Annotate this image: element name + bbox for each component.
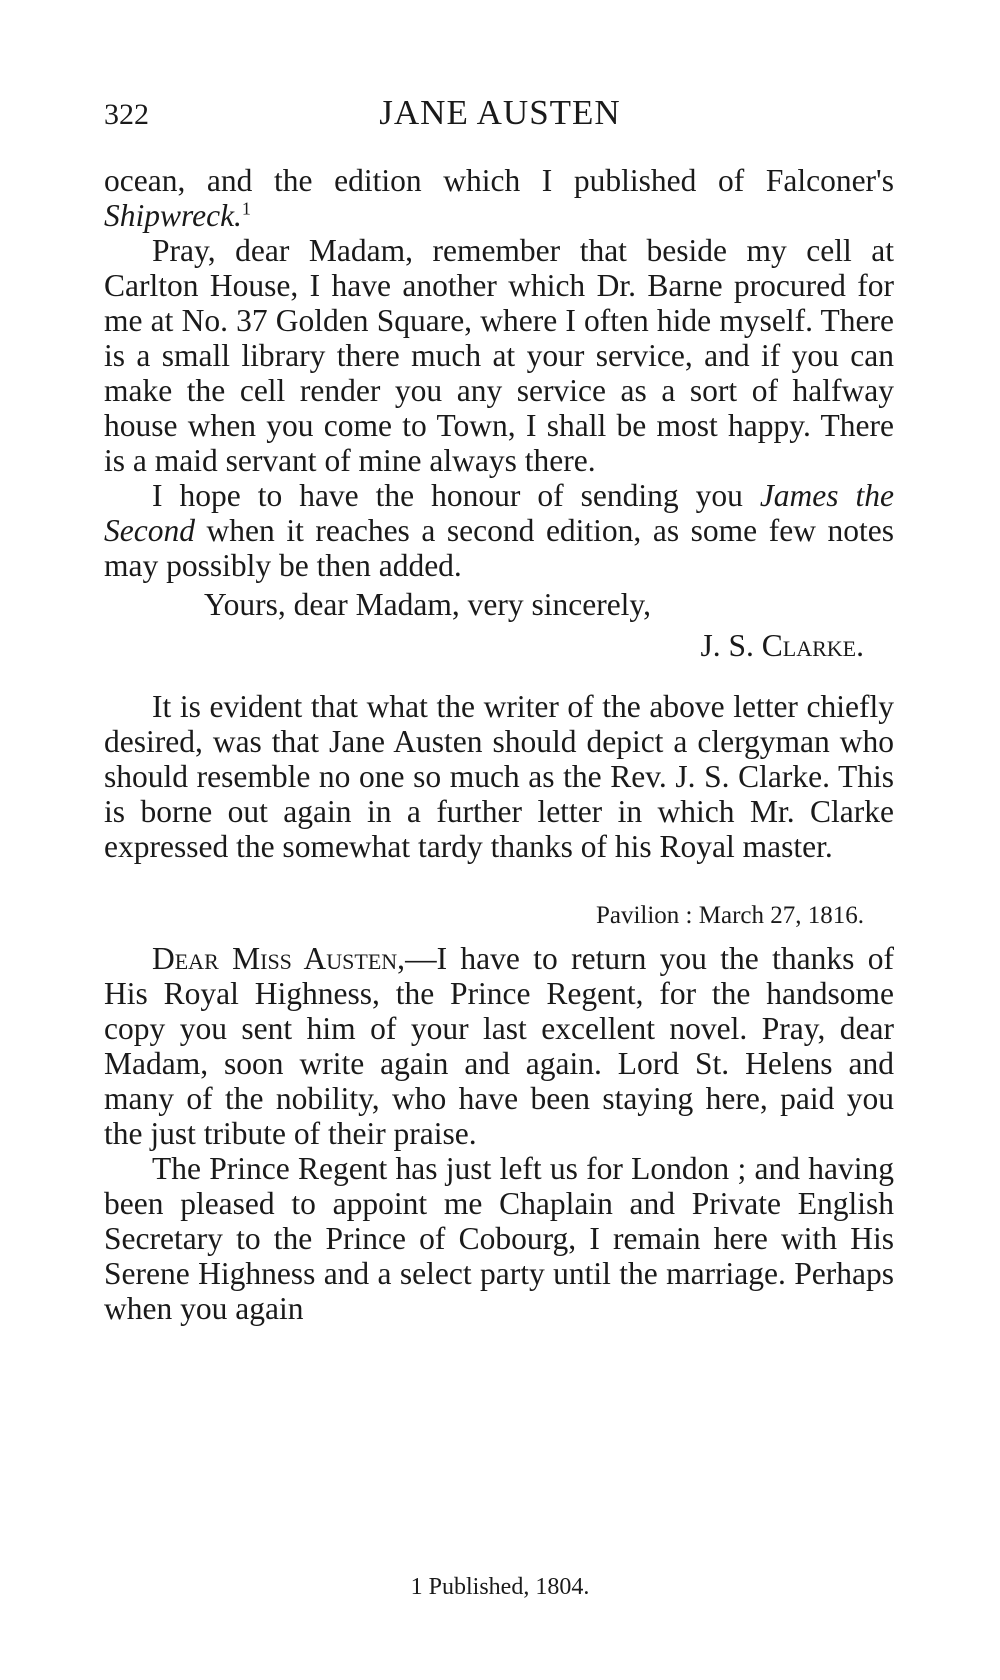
paragraph-5-text: —I have to return you the thanks of His Royal Highness, the Prince Regent, for the handsome copy you sent him of your last excellent novel. Pray, dear Madam, soon write again and again. Lord St. Helens and many of the nobility, who have been staying here, paid you the just tribute of their praise. bbox=[104, 941, 894, 1151]
letter-salutation: Dear Miss Austen, bbox=[152, 941, 406, 976]
paragraph-6: The Prince Regent has just left us for London ; and having been pleased to appoint me Chaplain and Private English Secretary to the Prince of Cobourg, I remain here with His Serene Highness and a select party until the marriage. Perhaps when you again bbox=[104, 1151, 894, 1326]
paragraph-3-text-a: I hope to have the honour of sending you bbox=[152, 478, 760, 513]
running-title: JANE AUSTEN bbox=[379, 93, 621, 132]
paragraph-3-text-b: when it reaches a second edition, as some few notes may possibly be then added. bbox=[104, 513, 894, 583]
footnote: 1 Published, 1804. bbox=[410, 1574, 590, 1600]
footnote-marker: 1 bbox=[241, 198, 251, 219]
shipwreck-title: Shipwreck. bbox=[104, 198, 242, 233]
paragraph-2: Pray, dear Madam, remember that beside my cell at Carlton House, I have another which Dr. Barne procured for me at No. 37 Golden Square, where I often hide myself. There is a small library there much at your service, and if you can make the cell render you any service as a sort of halfway house when you come to Town, I shall be most happy. There is a maid servant of mine always there. bbox=[104, 233, 894, 478]
letter-signature: J. S. Clarke. bbox=[700, 628, 864, 663]
page-number: 322 bbox=[104, 98, 149, 131]
paragraph-1-text: ocean, and the edition which I published of Falconer's bbox=[104, 163, 894, 198]
body-text bbox=[104, 163, 894, 1326]
paragraph-3 bbox=[104, 478, 894, 583]
paragraph-1 bbox=[104, 163, 894, 233]
letter-dateline: Pavilion : March 27, 1816. bbox=[595, 902, 864, 929]
james-the-second-title: James the Second bbox=[104, 478, 895, 548]
paragraph-5 bbox=[104, 941, 894, 1151]
section-gap bbox=[104, 663, 894, 689]
paragraph-4: It is evident that what the writer of the above letter chiefly desired, was that Jane Austen should depict a clergyman who should resemble no one so much as the Rev. J. S. Clarke. This is borne out again in a further letter in which Mr. Clarke expressed the somewhat tardy thanks of his Royal master. bbox=[104, 689, 894, 864]
letter-closing: Yours, dear Madam, very sincerely, bbox=[204, 587, 652, 622]
